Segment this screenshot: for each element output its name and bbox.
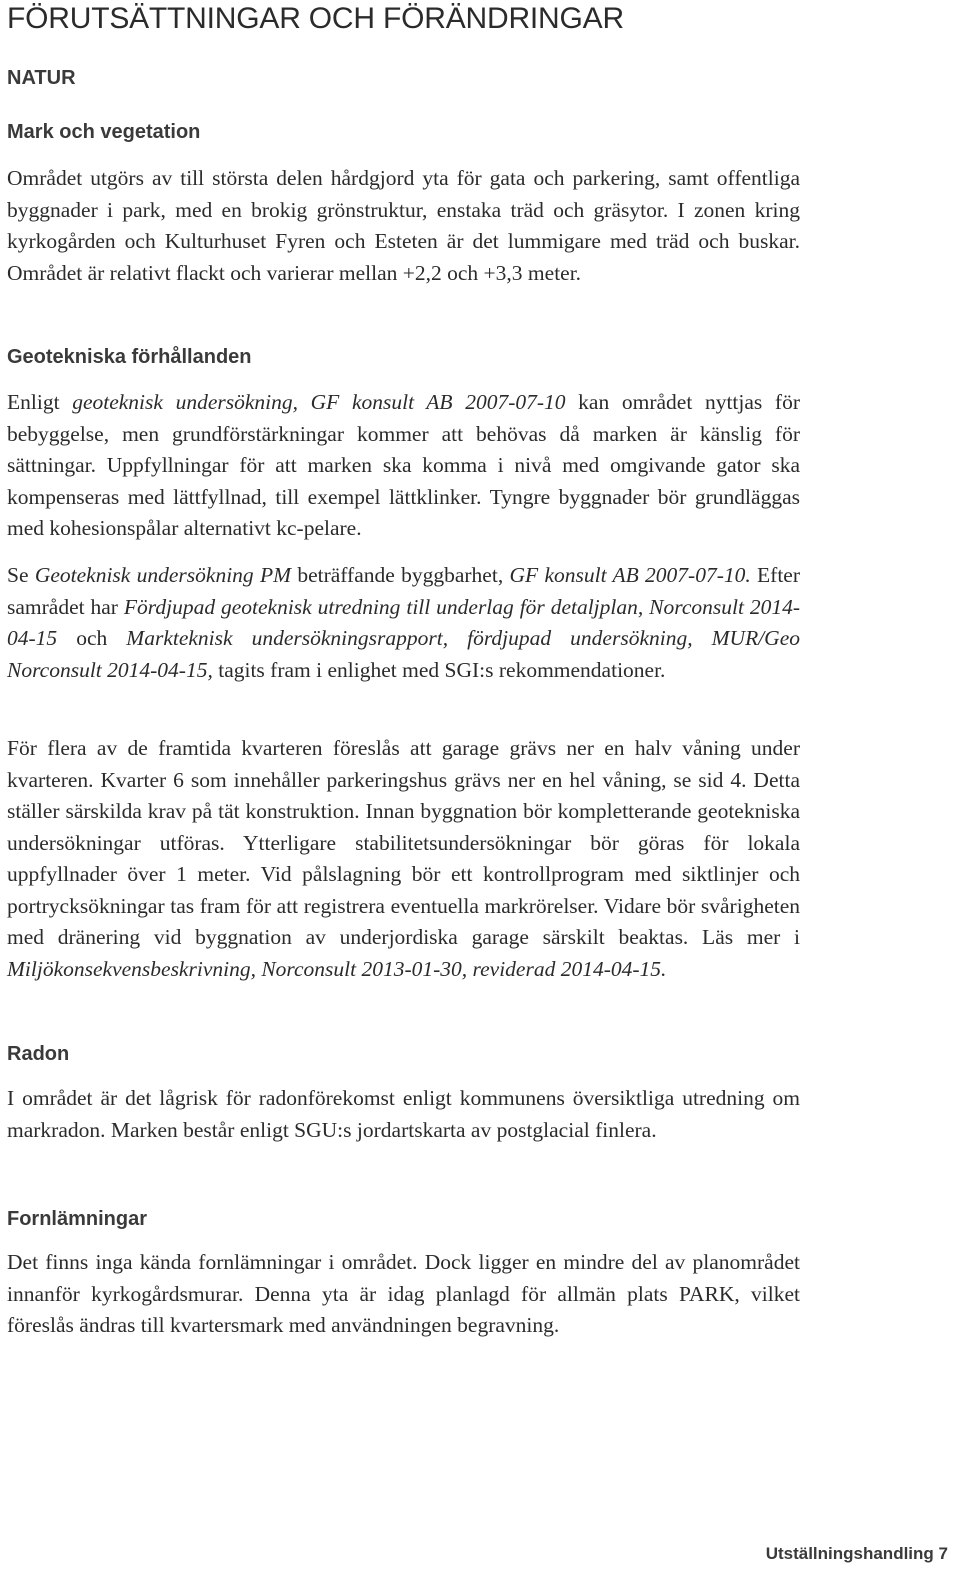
italic-reference: Geoteknisk undersökning PM xyxy=(34,563,292,587)
text-span: Efter samrådet har xyxy=(7,563,801,619)
text-span: och xyxy=(57,626,127,650)
page-number: 7 xyxy=(938,1544,948,1563)
text-span: För flera av de framtida kvarteren föreslås att garage grävs ner en halv våning under kvarteren. Kvarter 6 som innehåller parkeringshus grävs ner en hel våning, se sid 4. Detta ställer särskilda krav på tät konstruktion. Innan byggnation bör kompletterande geotekniska undersökningar utföras. Ytterligare stabilitetsundersökningar bör göras för lokala uppfyllnader över 1 meter. Vid pålslagning bör ett kontrollprogram med siktlinjer och portrycksökningar tas fram för att registrera eventuella markrörelser. Vidare bör svårigheten med dränering vid byggnation av underjordiska garage särskilt beaktas. Läs mer i xyxy=(7,736,800,949)
subheading-mark: Mark och vegetation xyxy=(7,121,201,143)
italic-reference: geoteknisk undersökning, GF konsult AB 2007-07-10 xyxy=(72,390,566,414)
text-span: beträffande byggbarhet, xyxy=(291,563,510,587)
paragraph-geo-3 xyxy=(7,733,800,985)
italic-reference: GF konsult AB 2007-07-10. xyxy=(509,563,751,587)
italic-reference: Miljökonsekvensbeskrivning, Norconsult 2013-01-30, reviderad 2014-04-15. xyxy=(7,956,667,981)
paragraph-geo-1 xyxy=(7,387,800,545)
text-span: Se xyxy=(7,563,35,587)
page-heading: FÖRUTSÄTTNINGAR OCH FÖRÄNDRINGAR xyxy=(7,2,624,35)
subheading-radon: Radon xyxy=(7,1043,70,1065)
section-heading: NATUR xyxy=(7,67,76,89)
subheading-geo: Geotekniska förhållanden xyxy=(7,346,252,368)
text-span: tagits fram i enlighet med SGI:s rekommendationer. xyxy=(212,657,666,682)
footer-label: Utställningshandling xyxy=(765,1544,934,1563)
italic-reference: Fördjupad geoteknisk utredning till underlag för detaljplan, Norconsult 2014-04-15 xyxy=(7,594,801,650)
text-span: kan området nyttjas för bebyggelse, men grundförstärkningar kommer att behövas då marken är känslig för sättningar. Uppfyllningar för att marken ska komma i nivå med omgivande gator ska kompenseras med lättfyllnad, till exempel lättklinker. Tyngre byggnader bör grundläggas med kohesionspålar alternativt kc-pelare. xyxy=(7,390,800,540)
paragraph-forn: Det finns inga kända fornlämningar i området. Dock ligger en mindre del av planområdet innanför kyrkogårdsmurar. Denna yta är idag planlagd för allmän plats PARK, vilket föreslås ändras till kvartersmark med användningen begravning. xyxy=(7,1250,800,1337)
subheading-forn: Fornlämningar xyxy=(7,1208,148,1230)
text-span: Enligt xyxy=(7,390,73,414)
paragraph-geo-2 xyxy=(7,560,800,686)
paragraph-radon: I området är det lågrisk för radonförekomst enligt kommunens översiktliga utredning om markradon. Marken består enligt SGU:s jordartskarta av postglacial finlera. xyxy=(7,1086,800,1142)
page-footer xyxy=(766,1544,948,1564)
italic-reference: Markteknisk undersökningsrapport, fördjupad undersökning, MUR/Geo Norconsult 2014-04-15, xyxy=(7,626,800,682)
paragraph-mark: Området utgörs av till största delen hårdgjord yta för gata och parkering, samt offentliga byggnader i park, med en brokig grönstruktur, enstaka träd och gräsytor. I zonen kring kyrkogården och Kulturhuset Fyren och Esteten är det lummigare med träd och buskar. Området är relativt flackt och varierar mellan +2,2 och +3,3 meter. xyxy=(7,166,800,285)
